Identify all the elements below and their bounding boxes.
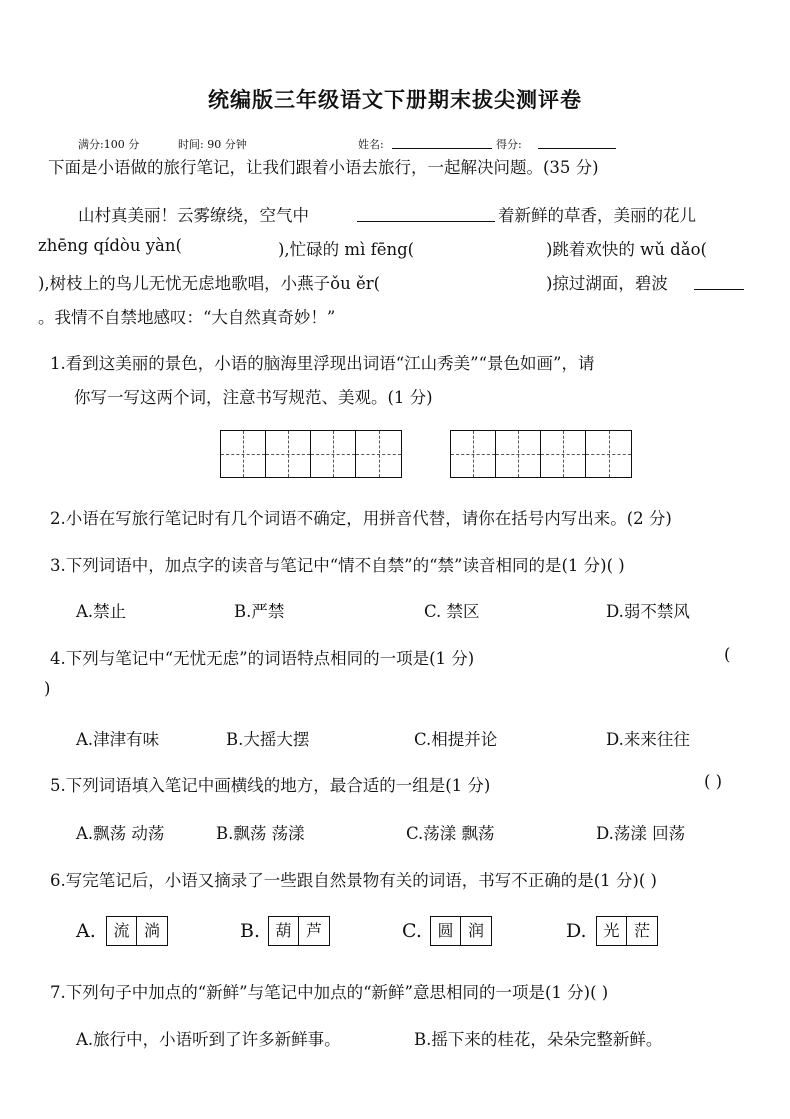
name-label: 姓名: xyxy=(358,138,384,151)
q6-option-b-letter[interactable]: B. xyxy=(240,920,261,942)
q5-text: 5.下列词语填入笔记中画横线的地方，最合适的一组是(1 分) xyxy=(50,776,491,795)
passage-line1b: 着新鲜的草香，美丽的花儿 xyxy=(498,206,696,225)
q6-text: 6.写完笔记后，小语又摘录了一些跟自然景物有关的词语，书写不正确的是(1 分)( ) xyxy=(50,871,657,890)
q4-option-a[interactable]: A.津津有味 xyxy=(76,730,160,749)
q4-option-c[interactable]: C.相提并论 xyxy=(414,730,498,749)
q3-option-c[interactable]: C. 禁区 xyxy=(424,602,480,621)
q5-option-a[interactable]: A.飘荡 动荡 xyxy=(76,824,165,843)
q5-option-c[interactable]: C.荡漾 飘荡 xyxy=(406,824,495,843)
q1-line2: 你写一写这两个词，注意书写规范、美观。(1 分) xyxy=(74,388,433,407)
q6-option-d-letter[interactable]: D. xyxy=(566,920,587,942)
passage-line3b: )掠过湖面，碧波 xyxy=(546,274,668,293)
q3-text: 3.下列词语中，加点字的读音与笔记中“情不自禁”的“禁”读音相同的是(1 分)( ) xyxy=(50,556,625,575)
q4-paren-close: ) xyxy=(44,679,51,698)
score-label: 得分: xyxy=(496,138,522,151)
q4-paren-open: ( xyxy=(724,645,731,664)
passage-line2b: ),忙碌的 mì fēng( xyxy=(278,240,415,259)
q4-option-d[interactable]: D.来来往往 xyxy=(606,730,690,749)
q6-d-char2: 茫 xyxy=(633,921,650,940)
passage-line2c: )跳着欢快的 wǔ dǎo( xyxy=(546,240,707,259)
q3-option-d[interactable]: D.弱不禁风 xyxy=(606,602,690,621)
q5-paren: ( ) xyxy=(704,772,723,791)
writing-grid-1[interactable] xyxy=(220,430,402,478)
q2-text: 2.小语在写旅行笔记时有几个词语不确定，用拼音代替，请你在括号内写出来。(2 分) xyxy=(50,509,672,528)
q6-option-c-letter[interactable]: C. xyxy=(402,920,422,942)
passage-line3a: ),树枝上的鸟儿无忧无虑地歌唱，小燕子ǒu ěr( xyxy=(38,274,381,293)
q3-option-b[interactable]: B.严禁 xyxy=(234,602,285,621)
passage-line1a: 山村真美丽！云雾缭绕，空气中 xyxy=(78,206,309,225)
q6-option-d-box[interactable] xyxy=(596,916,658,946)
full-score-label: 满分:100 分 xyxy=(78,138,140,151)
q7-option-b[interactable]: B.摇下来的桂花，朵朵完整新鲜。 xyxy=(414,1030,663,1049)
q6-c-char1: 圆 xyxy=(431,917,461,945)
passage-line2a: zhēng qídòu yàn( xyxy=(38,236,182,255)
q1-line1: 1.看到这美丽的景色，小语的脑海里浮现出词语“江山秀美”“景色如画”，请 xyxy=(50,354,595,373)
page-title: 统编版三年级语文下册期末拔尖测评卷 xyxy=(208,88,582,112)
passage-blank2[interactable] xyxy=(694,272,744,290)
q6-c-char2: 润 xyxy=(467,921,484,940)
q7-text: 7.下列句子中加点的“新鲜”与笔记中加点的“新鲜”意思相同的一项是(1 分)( ) xyxy=(50,983,609,1002)
q7-option-a[interactable]: A.旅行中，小语听到了许多新鲜事。 xyxy=(76,1030,341,1049)
q6-a-char2: 淌 xyxy=(143,921,160,940)
q6-b-char2: 芦 xyxy=(305,921,322,940)
q5-option-d[interactable]: D.荡漾 回荡 xyxy=(596,824,686,843)
q6-option-b-box[interactable] xyxy=(268,916,330,946)
q4-text: 4.下列与笔记中“无忧无虑”的词语特点相同的一项是(1 分) xyxy=(50,649,475,668)
q3-option-a[interactable]: A.禁止 xyxy=(76,602,127,621)
name-field[interactable] xyxy=(392,136,492,148)
q4-option-b[interactable]: B.大摇大摆 xyxy=(226,730,310,749)
q6-option-c-box[interactable] xyxy=(430,916,492,946)
q6-d-char1: 光 xyxy=(597,917,627,945)
q6-option-a-letter[interactable]: A. xyxy=(76,920,96,942)
passage-line4: 。我情不自禁地感叹：“大自然真奇妙！” xyxy=(38,308,336,327)
q5-option-b[interactable]: B.飘荡 荡漾 xyxy=(216,824,305,843)
q6-option-a-box[interactable] xyxy=(106,916,168,946)
q6-b-char1: 葫 xyxy=(269,917,299,945)
score-field[interactable] xyxy=(538,136,616,148)
time-label: 时间: 90 分钟 xyxy=(178,138,247,151)
writing-grid-2[interactable] xyxy=(450,430,632,478)
intro-text: 下面是小语做的旅行笔记，让我们跟着小语去旅行，一起解决问题。(35 分) xyxy=(48,158,599,177)
passage-blank1[interactable] xyxy=(357,204,495,222)
q6-a-char1: 流 xyxy=(107,917,137,945)
